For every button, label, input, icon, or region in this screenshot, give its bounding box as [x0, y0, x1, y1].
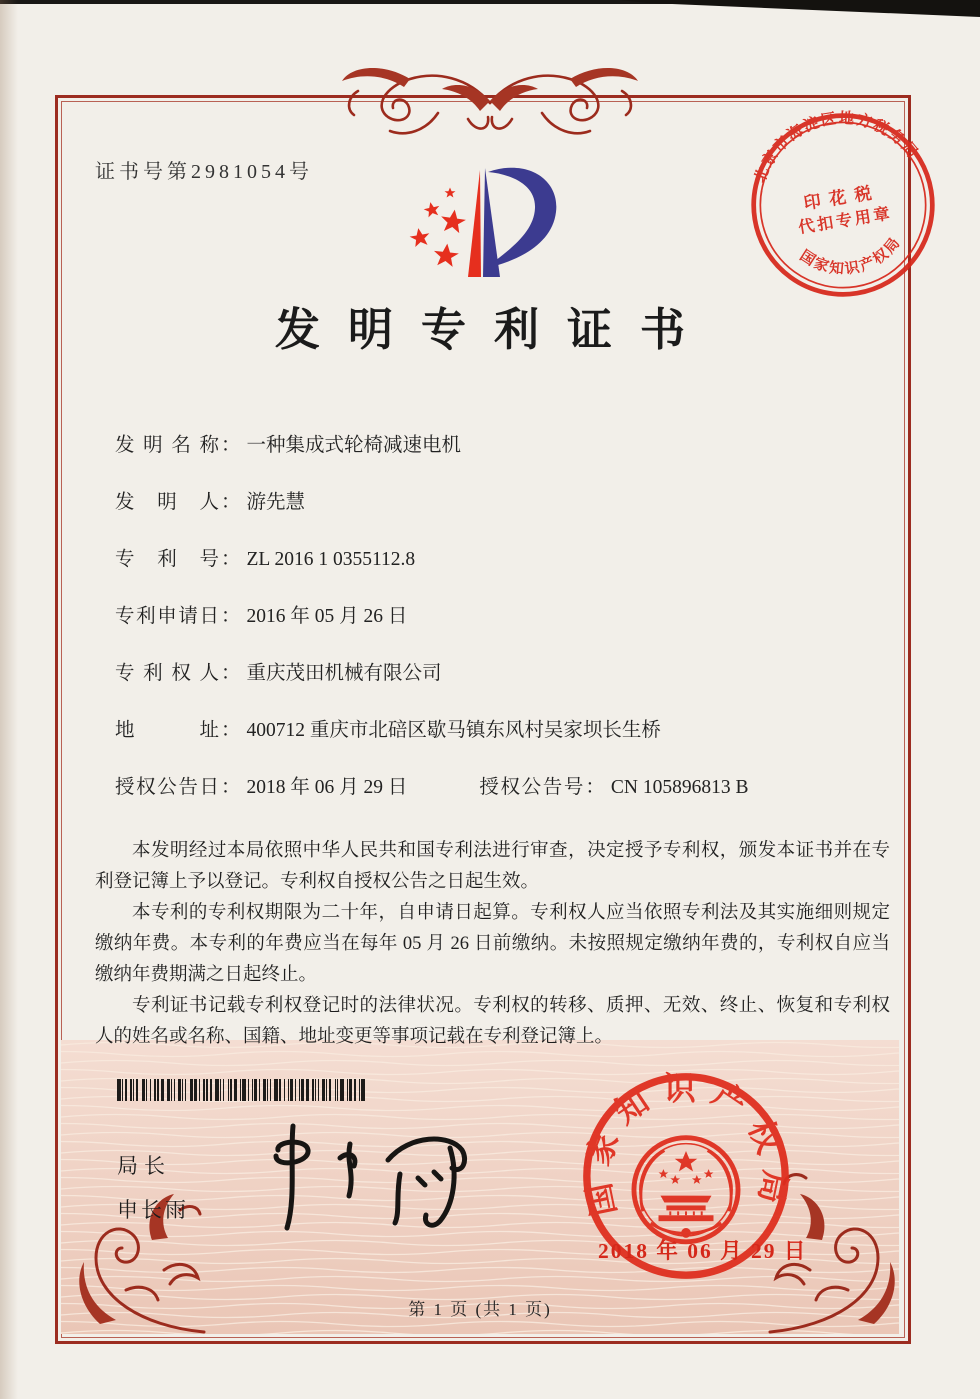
paragraph-grant: 本发明经过本局依照中华人民共和国专利法进行审查，决定授予专利权，颁发本证书并在专利登记簿上予以登记。专利权自授权公告之日起生效。	[95, 841, 890, 892]
field-filing-date: 专利申请日 ： 2016 年 05 月 26 日	[115, 603, 885, 631]
legal-text-block	[95, 836, 890, 1053]
grant-date-pair: 授权公告日 ： 2018 年 06 月 29 日	[115, 774, 407, 802]
director-name: 申长雨	[117, 1199, 189, 1222]
tax-stamp-arc-top: 北京市海淀区地方税务局	[751, 109, 922, 186]
field-grant-row	[115, 774, 885, 802]
field-patentee: 专利权人 ： 重庆茂田机械有限公司	[115, 660, 885, 688]
fields-block	[115, 432, 885, 831]
field-patent-number: 专利号 ： ZL 2016 1 0355112.8	[115, 546, 885, 574]
grant-number-value: CN 105896813 B	[610, 777, 749, 798]
invention-name-value: 一种集成式轮椅减速电机	[246, 435, 462, 456]
tax-stamp-arc-bottom: 国家知识产权局	[796, 234, 905, 278]
cnipa-logo	[398, 150, 618, 295]
tax-stamp-line1: 印花税	[802, 182, 882, 214]
grant-number-pair: 授权公告号 ： CN 105896813 B	[479, 774, 748, 802]
director-signature	[252, 1116, 502, 1234]
certificate-number: 证书号第2981054号	[95, 161, 313, 183]
address-value: 400712 重庆市北碚区歇马镇东风村吴家坝长生桥	[246, 720, 661, 741]
dragon-flourish-ornament	[318, 57, 662, 153]
certificate-title: 发明专利证书	[274, 305, 713, 355]
svg-text:国家知识产权局	[795, 231, 909, 285]
barcode	[117, 1079, 367, 1101]
paragraph-term: 本专利的专利权期限为二十年，自申请日起算。专利权人应当依照专利法及其实施细则规定缴纳年费。本专利的年费应当在每年 05 月 26 日前缴纳。未按照规定缴纳年费的，专利权自应当缴纳年费期满之日起终止。	[95, 903, 890, 985]
tax-office-stamp	[734, 96, 951, 313]
grant-date-value: 2018 年 06 月 29 日	[246, 777, 408, 798]
logo-red-stripe	[468, 170, 481, 277]
national-emblem	[634, 1138, 738, 1242]
field-inventor: 发明人 ： 游先慧	[115, 489, 885, 517]
seal-arc-text: 国家知识产权局	[579, 1071, 793, 1219]
scan-shadow-left	[0, 0, 18, 1399]
tax-stamp-line2: 代扣专用章	[797, 205, 894, 238]
patent-number-value: ZL 2016 1 0355112.8	[246, 549, 416, 570]
filing-date-value: 2016 年 05 月 26 日	[246, 606, 408, 627]
patentee-value: 重庆茂田机械有限公司	[246, 663, 442, 684]
scan-edge-corner	[620, 0, 980, 17]
seal-date: 2018 年 06 月 29 日	[598, 1239, 808, 1263]
field-address: 地址 ： 400712 重庆市北碚区歇马镇东风村吴家坝长生桥	[115, 717, 885, 745]
field-invention-name: 发明名称 ： 一种集成式轮椅减速电机	[115, 432, 885, 460]
paragraph-register: 专利证书记载专利权登记时的法律状况。专利权的转移、质押、无效、终止、恢复和专利权人的姓名或名称、国籍、地址变更等事项记载在专利登记簿上。	[95, 996, 890, 1047]
page-footer: 第 1 页 (共 1 页)	[408, 1300, 552, 1319]
logo-stars	[408, 188, 467, 268]
inventor-value: 游先慧	[246, 492, 306, 513]
director-title: 局长	[117, 1155, 171, 1178]
